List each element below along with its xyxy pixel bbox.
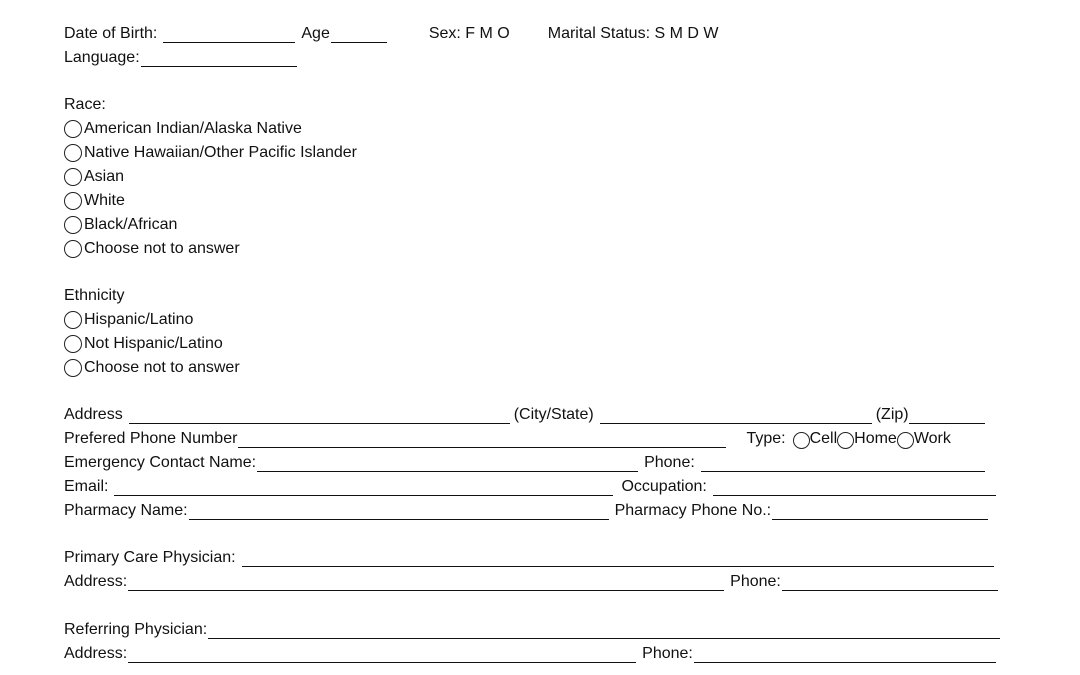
emergency-phone-label: Phone: [644, 454, 695, 471]
address-row [64, 403, 987, 427]
radio-circle-icon[interactable] [64, 240, 82, 258]
zip-field[interactable] [909, 405, 985, 424]
pharmacy-phone-field[interactable] [772, 501, 988, 520]
radio-circle-icon[interactable] [64, 192, 82, 210]
race-option[interactable] [64, 237, 240, 261]
ethnicity-option-label: Choose not to answer [84, 359, 240, 376]
phone-type-work: Work [913, 430, 951, 447]
ethnicity-option-label: Not Hispanic/Latino [84, 335, 223, 352]
demographics-row [64, 22, 718, 46]
occupation-label: Occupation: [621, 478, 707, 495]
primary-care-phone-label: Phone: [730, 573, 781, 590]
preferred-phone-field[interactable] [238, 429, 726, 448]
referring-row [64, 618, 1002, 642]
radio-circle-icon[interactable] [793, 432, 810, 449]
phone-type-label: Type: [746, 430, 786, 447]
address-label: Address [64, 406, 123, 423]
referring-phone-field[interactable] [694, 644, 996, 663]
age-field[interactable] [331, 24, 387, 43]
radio-circle-icon[interactable] [837, 432, 854, 449]
emergency-contact-row [64, 451, 987, 475]
referring-physician-field[interactable] [208, 620, 1000, 639]
race-option-label: Black/African [84, 216, 178, 233]
ethnicity-option[interactable] [64, 356, 240, 380]
race-option[interactable] [64, 141, 357, 165]
dob-field[interactable] [163, 24, 295, 43]
referring-address-label: Address: [64, 645, 128, 662]
email-row [64, 475, 998, 499]
ethnicity-title: Ethnicity [64, 287, 125, 304]
age-label: Age [301, 25, 330, 42]
phone-type-home: Home [854, 430, 897, 447]
address-field[interactable] [129, 405, 510, 424]
race-option-label: Choose not to answer [84, 240, 240, 257]
race-option-label: White [84, 192, 125, 209]
radio-circle-icon[interactable] [64, 311, 82, 329]
radio-circle-icon[interactable] [64, 335, 82, 353]
preferred-phone-label: Prefered Phone Number [64, 430, 238, 447]
radio-circle-icon[interactable] [64, 216, 82, 234]
emergency-contact-label: Emergency Contact Name: [64, 454, 257, 471]
email-field[interactable] [114, 477, 613, 496]
referring-address-field[interactable] [128, 644, 636, 663]
primary-care-address-field[interactable] [128, 572, 724, 591]
pharmacy-phone-label: Pharmacy Phone No.: [614, 502, 772, 519]
ethnicity-option[interactable] [64, 332, 223, 356]
race-option-label: Asian [84, 168, 125, 185]
city-state-field[interactable] [600, 405, 872, 424]
dob-label: Date of Birth: [64, 25, 158, 42]
preferred-phone-row [64, 427, 951, 451]
primary-care-physician-field[interactable] [242, 548, 994, 567]
sex-label: Sex: F M O [428, 25, 510, 42]
radio-circle-icon[interactable] [64, 120, 82, 138]
phone-type-cell: Cell [809, 430, 838, 447]
pharmacy-row [64, 499, 990, 523]
zip-label: (Zip) [875, 406, 909, 423]
race-option[interactable] [64, 189, 125, 213]
race-option[interactable] [64, 165, 124, 189]
city-state-label: (City/State) [513, 406, 594, 423]
primary-care-address-row [64, 570, 1000, 594]
pharmacy-name-label: Pharmacy Name: [64, 502, 188, 519]
primary-care-phone-field[interactable] [782, 572, 998, 591]
radio-circle-icon[interactable] [64, 144, 82, 162]
occupation-field[interactable] [713, 477, 996, 496]
pharmacy-name-field[interactable] [189, 501, 609, 520]
ethnicity-option-label: Hispanic/Latino [84, 311, 194, 328]
language-field[interactable] [141, 48, 297, 67]
race-option[interactable] [64, 213, 177, 237]
primary-care-physician-label: Primary Care Physician: [64, 549, 236, 566]
language-label: Language: [64, 49, 140, 66]
referring-phone-label: Phone: [642, 645, 693, 662]
primary-care-row [64, 546, 996, 570]
radio-circle-icon[interactable] [897, 432, 914, 449]
race-option[interactable] [64, 117, 302, 141]
race-option-label: American Indian/Alaska Native [84, 120, 302, 137]
race-title: Race: [64, 96, 106, 113]
radio-circle-icon[interactable] [64, 359, 82, 377]
referring-address-row [64, 642, 998, 666]
referring-physician-label: Referring Physician: [64, 621, 208, 638]
emergency-phone-field[interactable] [701, 453, 985, 472]
radio-circle-icon[interactable] [64, 168, 82, 186]
ethnicity-option[interactable] [64, 308, 193, 332]
email-label: Email: [64, 478, 109, 495]
language-row [64, 46, 299, 70]
emergency-contact-field[interactable] [257, 453, 638, 472]
primary-care-address-label: Address: [64, 573, 128, 590]
marital-status-label: Marital Status: S M D W [547, 25, 719, 42]
race-option-label: Native Hawaiian/Other Pacific Islander [84, 144, 358, 161]
